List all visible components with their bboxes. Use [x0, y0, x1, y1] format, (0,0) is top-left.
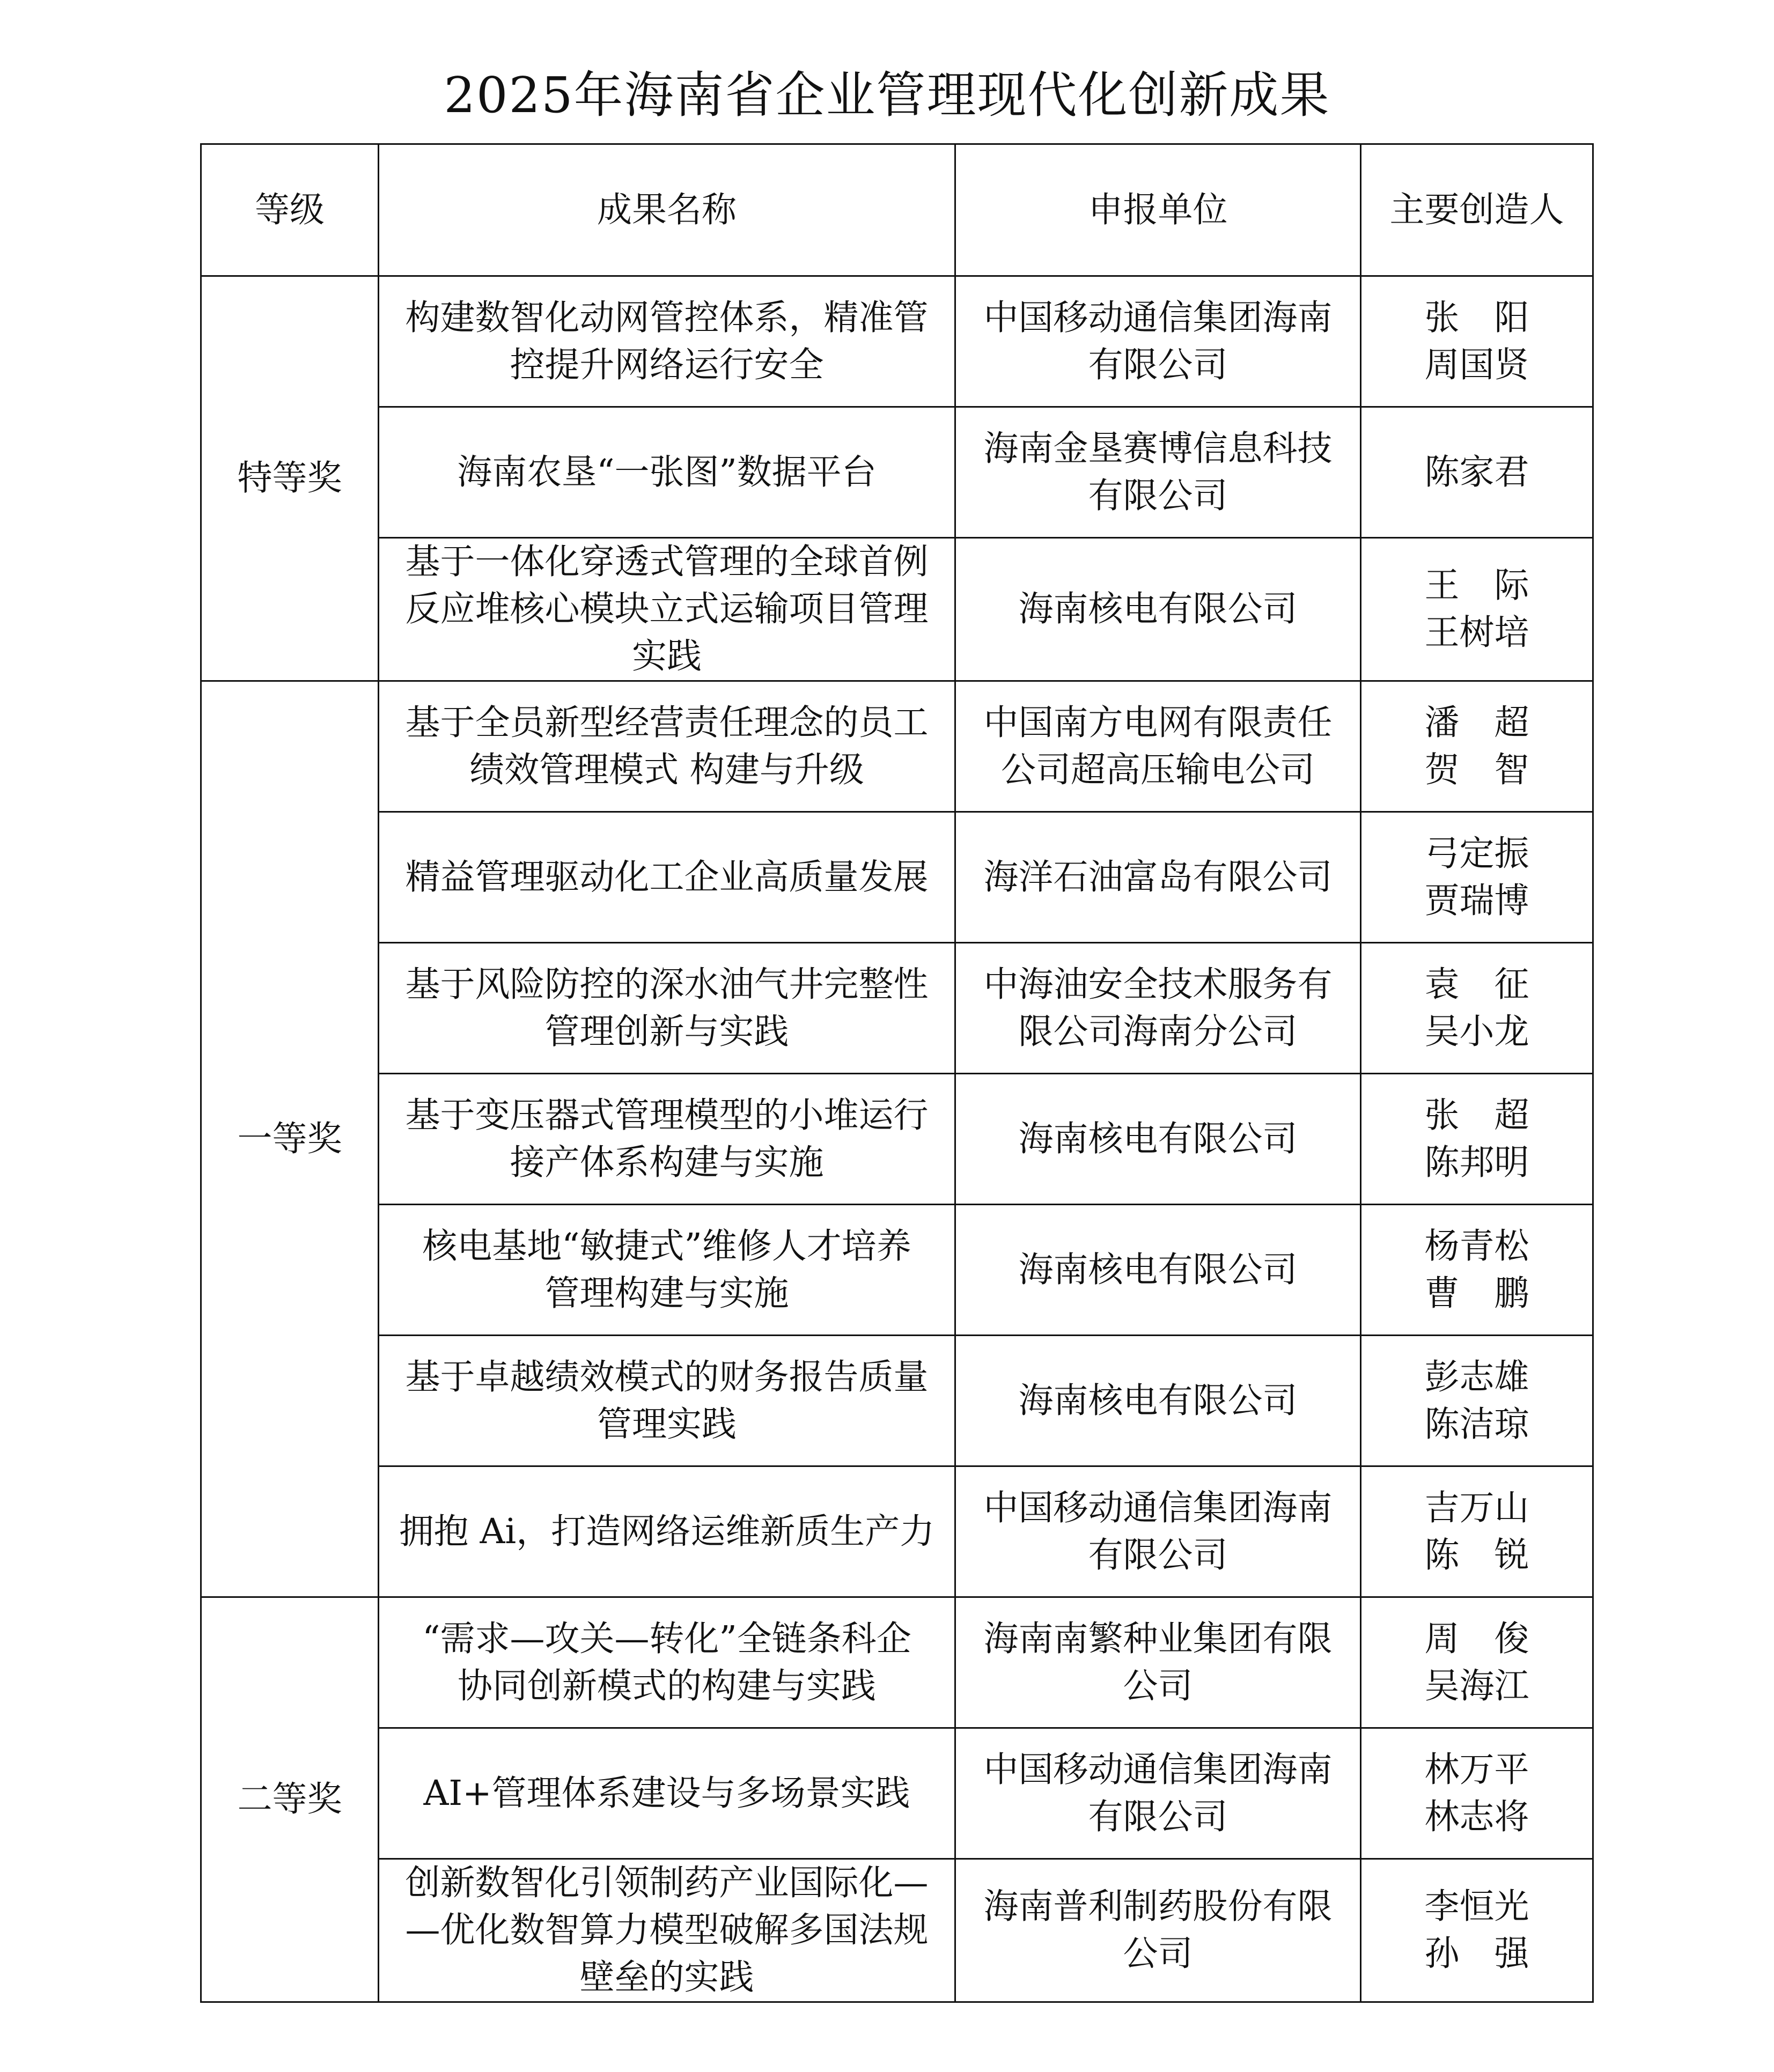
achievement-name-cell: [379, 1466, 955, 1597]
table-row: [201, 943, 1593, 1074]
achievement-name-cell-line: 基于全员新型经营责任理念的员工: [405, 702, 929, 743]
declaring-unit-cell-line: 中国移动通信集团海南: [983, 1749, 1333, 1790]
creators-cell: [1361, 681, 1593, 812]
achievement-name-cell-line: 基于风险防控的深水油气井完整性: [405, 964, 929, 1005]
creators-cell: [1361, 1859, 1593, 2002]
creators-cell-line: 陈家君: [1424, 452, 1529, 492]
declaring-unit-cell-line: 公司: [1123, 1665, 1193, 1706]
declaring-unit-cell: [955, 1205, 1361, 1336]
creators-cell-line: 吉万山: [1424, 1487, 1529, 1528]
creators-cell: [1361, 407, 1593, 538]
declaring-unit-cell-line: 海南金垦赛博信息科技: [983, 428, 1333, 469]
creators-cell-line: 曹 鹏: [1424, 1273, 1529, 1314]
declaring-unit-cell: [955, 1597, 1361, 1728]
declaring-unit-cell-line: 海南核电有限公司: [1018, 1249, 1298, 1290]
creators-cell: [1361, 1074, 1593, 1205]
creators-cell-line: 杨青松: [1424, 1226, 1529, 1266]
achievement-name-cell-line: 控提升网络运行安全: [510, 344, 824, 385]
achievement-name-cell-line: “需求—攻关—转化”全链条科企: [422, 1618, 911, 1659]
declaring-unit-cell-line: 海南核电有限公司: [1018, 589, 1298, 629]
creators-cell-line: 袁 征: [1424, 964, 1529, 1005]
achievement-name-cell-line: —优化数智算力模型破解多国法规: [405, 1910, 929, 1950]
creators-cell-line: 王 际: [1424, 565, 1529, 606]
creators-cell: [1361, 1205, 1593, 1336]
creators-cell-line: 孙 强: [1424, 1934, 1529, 1974]
declaring-unit-cell: [955, 943, 1361, 1074]
declaring-unit-cell-line: 公司: [1123, 1934, 1193, 1974]
achievement-name-cell-line: 绩效管理模式 构建与升级: [469, 749, 864, 790]
achievement-name-cell-line: 实践: [631, 636, 702, 676]
achievement-name-cell-line: 壁垒的实践: [579, 1957, 754, 1997]
award-level-cell: 特等奖: [201, 276, 379, 681]
achievement-name-cell: [379, 1728, 955, 1859]
table-row: [201, 1336, 1593, 1466]
achievement-name-cell: [379, 1336, 955, 1466]
table-row: [201, 812, 1593, 943]
creators-cell: [1361, 812, 1593, 943]
table-row: [201, 681, 1593, 812]
creators-cell-line: 林志将: [1424, 1796, 1529, 1837]
declaring-unit-cell-line: 海南核电有限公司: [1018, 1118, 1298, 1159]
declaring-unit-cell-line: 公司超高压输电公司: [1000, 749, 1315, 790]
declaring-unit-cell: [955, 407, 1361, 538]
creators-cell-line: 王树培: [1424, 613, 1529, 653]
creators-cell-line: 潘 超: [1424, 702, 1529, 743]
achievement-name-cell: [379, 1205, 955, 1336]
creators-cell-line: 林万平: [1424, 1749, 1529, 1790]
creators-cell: [1361, 538, 1593, 681]
declaring-unit-cell-line: 有限公司: [1088, 344, 1228, 385]
achievement-name-cell-line: 海南农垦“一张图”数据平台: [457, 452, 877, 492]
declaring-unit-cell-line: 海南普利制药股份有限: [983, 1886, 1333, 1927]
declaring-unit-cell: [955, 1336, 1361, 1466]
table-row: [201, 538, 1593, 681]
achievement-name-cell-line: 基于一体化穿透式管理的全球首例: [405, 542, 929, 582]
achievement-name-cell-line: 精益管理驱动化工企业高质量发展: [405, 857, 929, 897]
header-level: 等级: [201, 144, 379, 276]
achievement-name-cell: [379, 681, 955, 812]
creators-cell-line: 吴海江: [1424, 1665, 1529, 1706]
declaring-unit-cell: [955, 1859, 1361, 2002]
achievement-name-cell-line: 协同创新模式的构建与实践: [457, 1665, 876, 1706]
table-row: [201, 407, 1593, 538]
table-row: [201, 1728, 1593, 1859]
creators-cell-line: 吴小龙: [1424, 1011, 1529, 1052]
awards-table: [200, 143, 1594, 2003]
achievement-name-cell: [379, 812, 955, 943]
declaring-unit-cell: [955, 1074, 1361, 1205]
creators-cell-line: 张 阳: [1424, 297, 1529, 338]
declaring-unit-cell-line: 海南核电有限公司: [1018, 1380, 1298, 1421]
declaring-unit-cell: [955, 538, 1361, 681]
declaring-unit-cell-line: 中国移动通信集团海南: [983, 297, 1333, 338]
declaring-unit-cell-line: 海洋石油富岛有限公司: [983, 857, 1333, 897]
table-row: [201, 1074, 1593, 1205]
achievement-name-cell: [379, 276, 955, 407]
achievement-name-cell-line: AI+管理体系建设与多场景实践: [423, 1773, 910, 1813]
creators-cell-line: 周 俊: [1424, 1618, 1529, 1659]
declaring-unit-cell-line: 有限公司: [1088, 475, 1228, 516]
declaring-unit-cell: [955, 1466, 1361, 1597]
declaring-unit-cell: [955, 276, 1361, 407]
achievement-name-cell-line: 管理构建与实施: [544, 1273, 789, 1314]
table-row: [201, 1859, 1593, 2002]
declaring-unit-cell-line: 限公司海南分公司: [1018, 1011, 1298, 1052]
achievement-name-cell-line: 创新数智化引领制药产业国际化—: [405, 1863, 929, 1903]
table-body: [201, 276, 1593, 2002]
creators-cell: [1361, 1728, 1593, 1859]
achievement-name-cell-line: 基于卓越绩效模式的财务报告质量: [405, 1356, 929, 1397]
creators-cell-line: 贾瑞博: [1424, 880, 1529, 921]
award-level-cell: 二等奖: [201, 1597, 379, 2002]
achievement-name-cell-line: 核电基地“敏捷式”维修人才培养: [422, 1226, 911, 1266]
achievement-name-cell: [379, 1859, 955, 2002]
achievement-name-cell-line: 构建数智化动网管控体系，精准管: [405, 297, 929, 338]
creators-cell-line: 陈邦明: [1424, 1142, 1529, 1183]
achievement-name-cell: [379, 943, 955, 1074]
creators-cell-line: 弓定振: [1424, 833, 1529, 874]
table-row: [201, 1205, 1593, 1336]
declaring-unit-cell: [955, 1728, 1361, 1859]
table-row: [201, 1597, 1593, 1728]
achievement-name-cell-line: 反应堆核心模块立式运输项目管理: [405, 589, 929, 629]
creators-cell: [1361, 276, 1593, 407]
award-level-cell: 一等奖: [201, 681, 379, 1597]
declaring-unit-cell-line: 中国移动通信集团海南: [983, 1487, 1333, 1528]
header-achievement-name: 成果名称: [379, 144, 955, 276]
creators-cell-line: 贺 智: [1424, 749, 1529, 790]
creators-cell-line: 彭志雄: [1424, 1356, 1529, 1397]
declaring-unit-cell-line: 中国南方电网有限责任: [983, 702, 1333, 743]
creators-cell-line: 李恒光: [1424, 1886, 1529, 1927]
creators-cell: [1361, 1466, 1593, 1597]
header-creators: 主要创造人: [1361, 144, 1593, 276]
declaring-unit-cell-line: 中海油安全技术服务有: [983, 964, 1333, 1005]
declaring-unit-cell-line: 有限公司: [1088, 1796, 1228, 1837]
achievement-name-cell: [379, 1074, 955, 1205]
achievement-name-cell-line: 基于变压器式管理模型的小堆运行: [405, 1095, 929, 1135]
creators-cell-line: 张 超: [1424, 1095, 1529, 1135]
achievement-name-cell: [379, 407, 955, 538]
page-title: 2025年海南省企业管理现代化创新成果: [444, 67, 1330, 124]
table-row: [201, 1466, 1593, 1597]
creators-cell-line: 陈洁琼: [1424, 1404, 1529, 1444]
declaring-unit-cell: [955, 812, 1361, 943]
table-header-row: [201, 144, 1593, 276]
table-row: [201, 276, 1593, 407]
achievement-name-cell-line: 拥抱 Ai，打造网络运维新质生产力: [399, 1511, 935, 1552]
creators-cell-line: 陈 锐: [1424, 1535, 1529, 1575]
achievement-name-cell-line: 管理实践: [597, 1404, 737, 1444]
achievement-name-cell: [379, 538, 955, 681]
creators-cell-line: 周国贤: [1424, 344, 1529, 385]
declaring-unit-cell-line: 有限公司: [1088, 1535, 1228, 1575]
achievement-name-cell-line: 接产体系构建与实施: [510, 1142, 824, 1183]
creators-cell: [1361, 943, 1593, 1074]
achievement-name-cell-line: 管理创新与实践: [544, 1011, 789, 1052]
creators-cell: [1361, 1336, 1593, 1466]
creators-cell: [1361, 1597, 1593, 1728]
declaring-unit-cell: [955, 681, 1361, 812]
declaring-unit-cell-line: 海南南繁种业集团有限: [983, 1618, 1333, 1659]
achievement-name-cell: [379, 1597, 955, 1728]
header-declaring-unit: 申报单位: [955, 144, 1361, 276]
